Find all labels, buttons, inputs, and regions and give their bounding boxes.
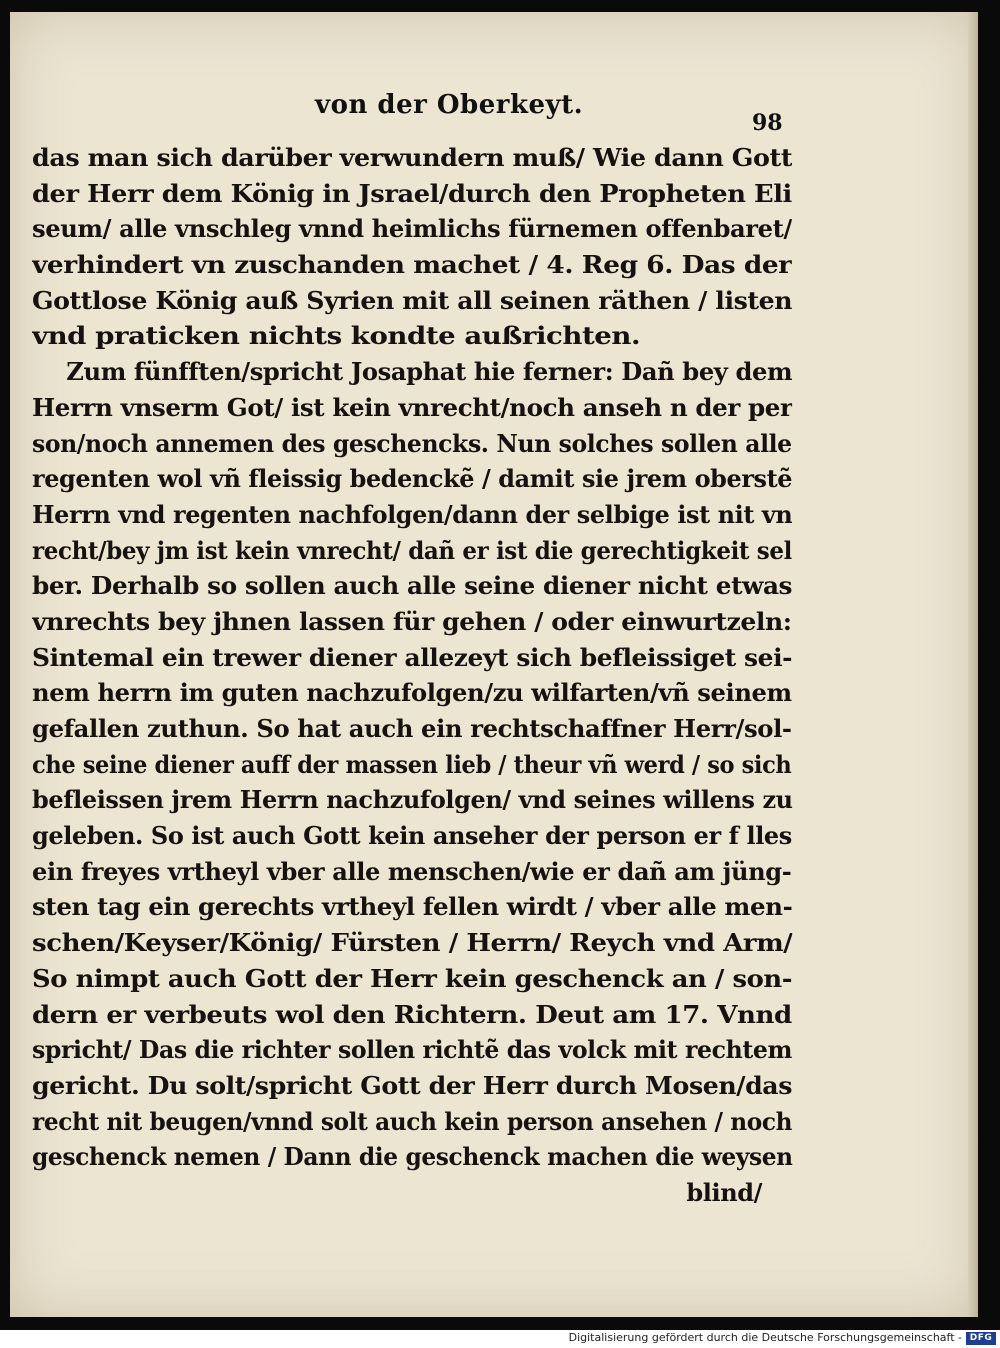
text-line: che seine diener auff der massen lieb / theur vñ werd / so sich bbox=[32, 749, 792, 779]
dfg-logo[interactable]: DFG bbox=[966, 1332, 996, 1345]
text-line: spricht/ Das die richter sollen richtẽ das volck mit rechtem bbox=[32, 1035, 792, 1065]
text-line: der Herr dem König in Jsrael/durch den Propheten Eli bbox=[32, 178, 792, 208]
text-line: geleben. So ist auch Gott kein anseher der person er f lles bbox=[32, 821, 792, 851]
text-line: recht/bey jm ist kein vnrecht/ dañ er ist die gerechtigkeit sel bbox=[32, 535, 792, 565]
running-head: von der Oberkeyt. bbox=[315, 90, 584, 120]
text-line: recht nit beugen/vnnd solt auch kein person ansehen / noch bbox=[32, 1106, 792, 1136]
text-line: gefallen zuthun. So hat auch ein rechtschaffner Herr/sol- bbox=[32, 714, 792, 743]
text-line: Herrn vnd regenten nachfolgen/dann der selbige ist nit vn bbox=[32, 499, 792, 529]
text-line: geschenck nemen / Dann die geschenck machen die weysen bbox=[32, 1142, 793, 1172]
text-line: seum/ alle vnschleg vnnd heimlichs fürnemen offenbaret/ bbox=[32, 214, 792, 244]
book-page bbox=[10, 12, 978, 1317]
footer-bar bbox=[0, 1330, 1000, 1348]
text-line: ein freyes vrtheyl vber alle menschen/wie er dañ am jüng- bbox=[32, 856, 792, 886]
text-line: So nimpt auch Gott der Herr kein geschenck an / son- bbox=[32, 963, 792, 993]
footer-credit: Digitalisierung gefördert durch die Deutsche Forschungsgemeinschaft - bbox=[568, 1331, 962, 1344]
page-edge bbox=[968, 12, 978, 1317]
body-text bbox=[32, 140, 802, 1211]
text-line: son/noch annemen des geschencks. Nun solches sollen alle bbox=[32, 428, 792, 458]
text-line: Zum fünfften/spricht Josaphat hie ferner: Dañ bey dem bbox=[66, 357, 793, 387]
text-line: vnrechts bey jhnen lassen für gehen / oder einwurtzeln: bbox=[32, 606, 792, 636]
text-line: schen/Keyser/König/ Fürsten / Herrn/ Reych vnd Arm/ bbox=[32, 928, 793, 958]
text-line: nem herrn im guten nachzufolgen/zu wilfarten/vñ seinem bbox=[32, 678, 792, 708]
text-line: dern er verbeuts wol den Richtern. Deut am 17. Vnnd bbox=[32, 999, 792, 1029]
text-line: Herrn vnserm Got/ ist kein vnrecht/noch anseh n der per bbox=[32, 392, 793, 422]
text-line: sten tag ein gerechts vrtheyl fellen wirdt / vber alle men- bbox=[32, 892, 793, 922]
text-line: verhindert vn zuschanden machet / 4. Reg 6. Das der bbox=[32, 250, 792, 280]
text-line: gericht. Du solt/spricht Gott der Herr durch Mosen/das bbox=[32, 1070, 792, 1100]
text-line: befleissen jrem Herrn nachzufolgen/ vnd seines willens zu bbox=[32, 785, 793, 815]
text-line: regenten wol vñ fleissig bedenckẽ / damit sie jrem oberstẽ bbox=[32, 464, 792, 494]
folio-number: 98 bbox=[752, 110, 783, 136]
text-line: Gottlose König auß Syrien mit all seinen räthen / listen bbox=[32, 285, 792, 315]
text-line: Sintemal ein trewer diener allezeyt sich befleissiget sei- bbox=[32, 642, 792, 672]
text-line: ber. Derhalb so sollen auch alle seine diener nicht etwas bbox=[32, 571, 793, 601]
text-line: das man sich darüber verwundern muß/ Wie dann Gott bbox=[32, 143, 792, 172]
catchword: blind/ bbox=[686, 1177, 762, 1207]
text-line: vnd praticken nichts kondte außrichten. bbox=[32, 321, 641, 351]
